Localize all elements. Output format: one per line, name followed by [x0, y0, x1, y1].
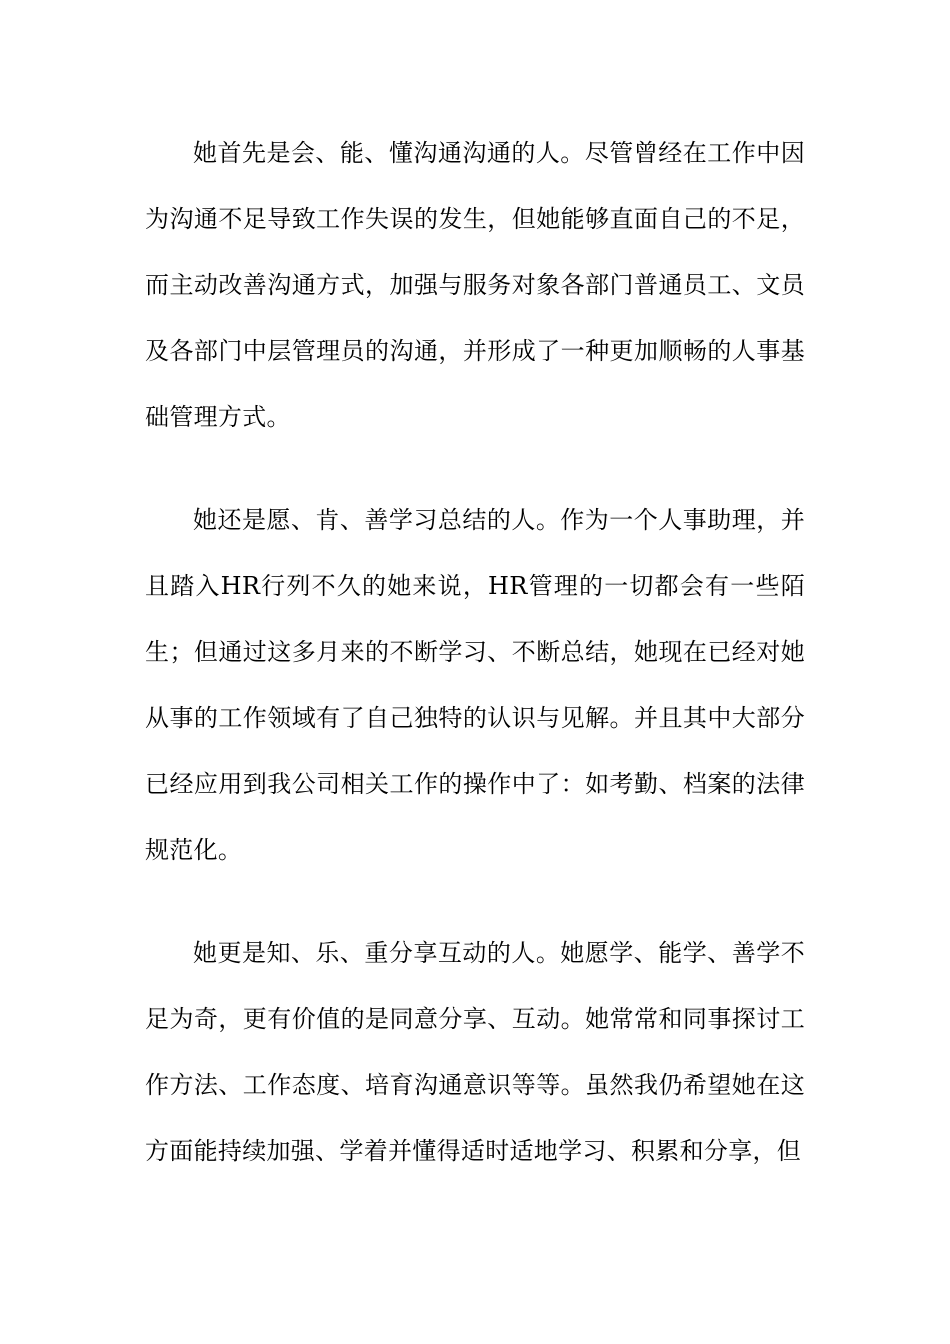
paragraph-sharing: 她更是知、乐、重分享互动的人。她愿学、能学、善学不足为奇，更有价值的是同意分享、互动。她常常和同事探讨工作方法、工作态度、培育沟通意识等等。虽然我仍希望她在这方面能持续加强、学着并懂得适时适地学习、积累和分享，但: [145, 939, 805, 1165]
paragraph-learning: 她还是愿、肯、善学习总结的人。作为一个人事助理，并且踏入HR行列不久的她来说，HR管理的一切都会有一些陌生；但通过这多月来的不断学习、不断总结，她现在已经对她从事的工作领域有了自己独特的认识与见解。并且其中大部分已经应用到我公司相关工作的操作中了：如考勤、档案的法律规范化。: [145, 506, 805, 864]
paragraph-communication: 她首先是会、能、懂沟通沟通的人。尽管曾经在工作中因为沟通不足导致工作失误的发生，但她能够直面自己的不足，而主动改善沟通方式，加强与服务对象各部门普通员工、文员及各部门中层管理员的沟通，并形成了一种更加顺畅的人事基础管理方式。: [145, 139, 805, 431]
